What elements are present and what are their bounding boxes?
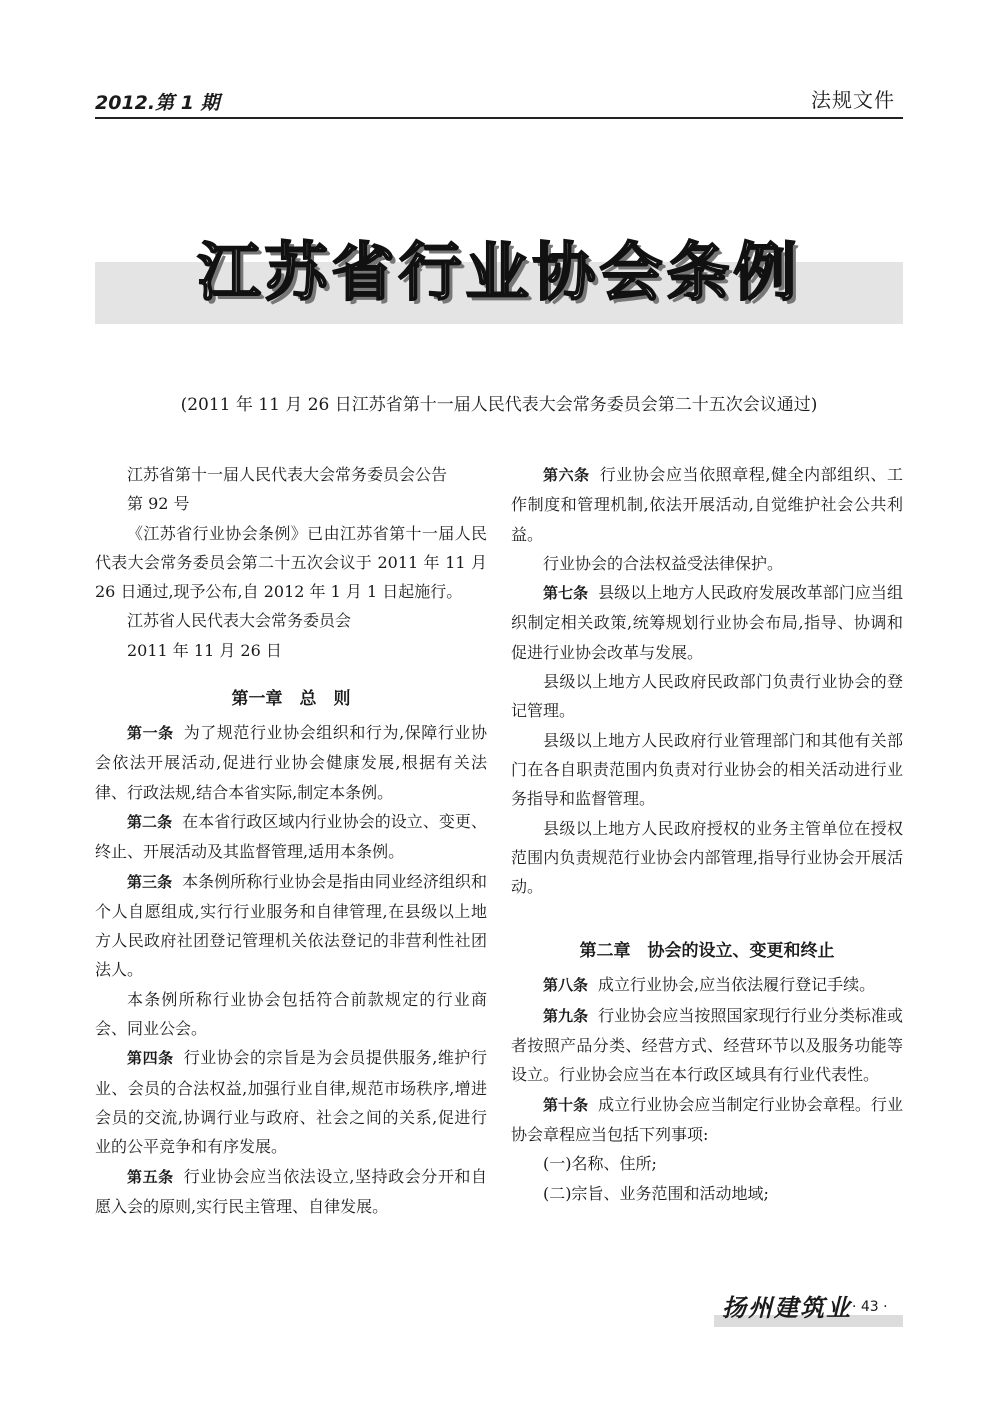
article-7-paragraph-4: 县级以上地方人民政府授权的业务主管单位在授权范围内负责规范行业协会内部管理,指导行业协会开展活动。 bbox=[511, 818, 903, 897]
article-3-text: 本条例所称行业协会是指由同业经济组织和个人自愿组成,实行行业服务和自律管理,在县级以上地方人民政府社团登记管理机关依法登记的非营利性社团法人。 bbox=[95, 871, 487, 980]
article-4-text: 行业协会的宗旨是为会员提供服务,维护行业、会员的合法权益,加强行业自律,规范市场秩序,增进会员的交流,协调行业与政府、社会之间的关系,促进行业的公平竞争和有序发展。 bbox=[95, 1048, 487, 1157]
article-10-item-2: (二)宗旨、业务范围和活动地域; bbox=[543, 1183, 769, 1203]
magazine-logo: 扬州建筑业 bbox=[722, 1293, 852, 1322]
left-column bbox=[95, 460, 487, 1221]
article-10-text: 成立行业协会应当制定行业协会章程。行业协会章程应当包括下列事项: bbox=[511, 1094, 903, 1144]
announcement-date: 2011 年 11 月 26 日 bbox=[127, 640, 282, 660]
article-8-label: 第八条 bbox=[543, 976, 589, 995]
article-10-label: 第十条 bbox=[543, 1095, 589, 1114]
article-5-text: 行业协会应当依法设立,坚持政会分开和自愿入会的原则,实行民主管理、自律发展。 bbox=[95, 1166, 487, 1216]
article-1-text: 为了规范行业协会组织和行为,保障行业协会依法开展活动,促进行业协会健康发展,根据有关法律、行政法规,结合本省实际,制定本条例。 bbox=[95, 723, 487, 802]
article-9-label: 第九条 bbox=[543, 1006, 589, 1025]
article-7 bbox=[511, 578, 903, 667]
article-10 bbox=[511, 1090, 903, 1150]
article-6-paragraph-2: 行业协会的合法权益受法律保护。 bbox=[543, 553, 784, 573]
article-8 bbox=[511, 970, 903, 1000]
issue-label: 2012.第 1 期 bbox=[95, 92, 220, 114]
chapter1-heading: 第一章 总 则 bbox=[231, 689, 351, 710]
article-7-paragraph-2: 县级以上地方人民政府民政部门负责行业协会的登记管理。 bbox=[511, 672, 903, 721]
section-label: 法规文件 bbox=[811, 88, 895, 112]
announcement-line2: 第 92 号 bbox=[127, 494, 190, 514]
article-8-text: 成立行业协会,应当依法履行登记手续。 bbox=[598, 975, 876, 995]
announcement-line1: 江苏省第十一届人民代表大会常务委员会公告 bbox=[127, 465, 448, 484]
article-3-label: 第三条 bbox=[127, 872, 173, 891]
running-header bbox=[95, 84, 903, 119]
article-6 bbox=[511, 460, 903, 549]
article-6-label: 第六条 bbox=[543, 466, 590, 484]
announcement-body: 《江苏省行业协会条例》已由江苏省第十一届人民代表大会常务委员会第二十五次会议于 2011 年 11 月 26 日通过,现予公布,自 2012 年 1 月 1 日起施行。 bbox=[95, 523, 487, 602]
article-2 bbox=[95, 807, 487, 867]
article-4 bbox=[95, 1043, 487, 1161]
article-3-paragraph-2: 本条例所称行业协会包括符合前款规定的行业商会、同业公会。 bbox=[95, 989, 487, 1039]
article-7-label: 第七条 bbox=[543, 584, 589, 603]
article-10-item-1: (一)名称、住所; bbox=[543, 1154, 657, 1174]
article-9-text: 行业协会应当按照国家现行行业分类标准或者按照产品分类、经营方式、经营环节以及服务功能等设立。行业协会应当在本行政区域具有行业代表性。 bbox=[511, 1005, 903, 1085]
article-9 bbox=[511, 1001, 903, 1090]
page-number: · 43 · bbox=[852, 1299, 888, 1315]
article-7-paragraph-3: 县级以上地方人民政府行业管理部门和其他有关部门在各自职责范围内负责对行业协会的相关活动进行业务指导和监督管理。 bbox=[511, 730, 903, 809]
article-5 bbox=[95, 1162, 487, 1222]
article-4-label: 第四条 bbox=[127, 1049, 174, 1068]
article-3 bbox=[95, 867, 487, 985]
article-2-text: 在本省行政区域内行业协会的设立、变更、终止、开展活动及其监督管理,适用本条例。 bbox=[95, 811, 487, 862]
announcement-signer: 江苏省人民代表大会常务委员会 bbox=[127, 611, 352, 631]
article-6-text: 行业协会应当依照章程,健全内部组织、工作制度和管理机制,依法开展活动,自觉维护社会公共利益。 bbox=[511, 465, 903, 544]
article-2-label: 第二条 bbox=[127, 812, 173, 831]
chapter2-heading: 第二章 协会的设立、变更和终止 bbox=[579, 941, 835, 962]
passed-note: (2011 年 11 月 26 日江苏省第十一届人民代表大会常务委员会第二十五次会议通过) bbox=[180, 395, 818, 415]
article-5-label: 第五条 bbox=[127, 1167, 174, 1186]
right-column bbox=[511, 460, 903, 1208]
document-title: 江苏省行业协会条例 bbox=[197, 236, 801, 309]
article-1-label: 第一条 bbox=[127, 724, 174, 743]
article-7-text: 县级以上地方人民政府发展改革部门应当组织制定相关政策,统筹规划行业协会布局,指导、协调和促进行业协会改革与发展。 bbox=[511, 583, 903, 662]
article-1 bbox=[95, 718, 487, 807]
